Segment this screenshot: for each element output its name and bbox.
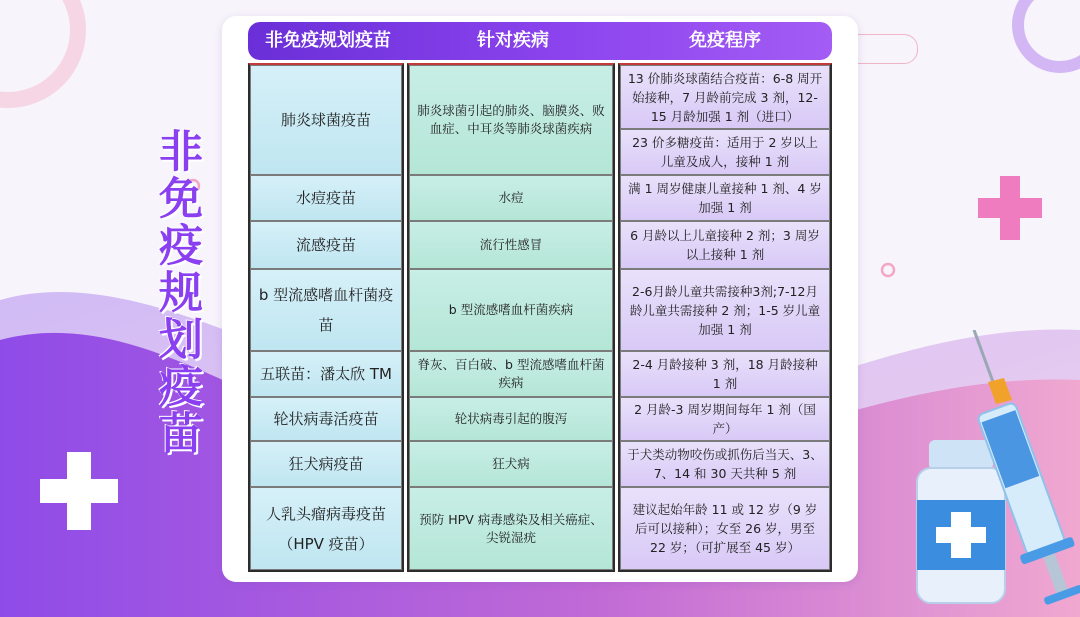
table-cell-schedule: 建议起始年龄 11 或 12 岁（9 岁后可以接种）；女至 26 岁，男至 22 岁；（可扩展至 45 岁） bbox=[620, 487, 830, 570]
table-cell-vaccine: 五联苗：潘太欣 TM bbox=[250, 351, 402, 397]
table-header bbox=[248, 22, 832, 60]
table-cell-schedule: 2 月龄-3 周岁期间每年 1 剂（国产） bbox=[620, 397, 830, 441]
table-cell-disease: 脊灰、百白破、b 型流感嗜血杆菌疾病 bbox=[409, 351, 613, 397]
plus-icon bbox=[978, 176, 1042, 240]
table-cell-vaccine: 人乳头瘤病毒疫苗（HPV 疫苗） bbox=[250, 487, 402, 570]
table-cell-schedule: 6 月龄以上儿童接种 2 剂；3 周岁以上接种 1 剂 bbox=[620, 221, 830, 269]
syringe-icon bbox=[968, 330, 1080, 610]
table-cell-disease: 流行性感冒 bbox=[409, 221, 613, 269]
header-schedule: 免疫程序 bbox=[689, 30, 761, 51]
table-cell-disease: 肺炎球菌引起的肺炎、脑膜炎、败血症、中耳炎等肺炎球菌疾病 bbox=[409, 65, 613, 175]
table-cell-vaccine: 轮状病毒活疫苗 bbox=[250, 397, 402, 441]
table-cell-vaccine: 水痘疫苗 bbox=[250, 175, 402, 221]
table-cell-vaccine: 肺炎球菌疫苗 bbox=[250, 65, 402, 175]
table-cell-schedule: 23 价多糖疫苗：适用于 2 岁以上儿童及成人，接种 1 剂 bbox=[620, 129, 830, 175]
table-cell-vaccine: 狂犬病疫苗 bbox=[250, 441, 402, 487]
table-cell-vaccine: 流感疫苗 bbox=[250, 221, 402, 269]
table-cell-schedule: 于犬类动物咬伤或抓伤后当天、3、7、14 和 30 天共种 5 剂 bbox=[620, 441, 830, 487]
table-cell-disease: 狂犬病 bbox=[409, 441, 613, 487]
table-cell-schedule: 2-6月龄儿童共需接种3剂;7-12月龄儿童共需接种 2 剂；1-5 岁儿童加强 1 剂 bbox=[620, 269, 830, 351]
table-cell-disease: 轮状病毒引起的腹泻 bbox=[409, 397, 613, 441]
table-cell-schedule: 满 1 周岁健康儿童接种 1 剂、4 岁加强 1 剂 bbox=[620, 175, 830, 221]
table-cell-disease: 水痘 bbox=[409, 175, 613, 221]
table-cell-disease: b 型流感嗜血杆菌疾病 bbox=[409, 269, 613, 351]
header-disease: 针对疾病 bbox=[477, 30, 549, 51]
page-title: 非免疫规划疫苗 bbox=[151, 128, 202, 457]
table-cell-schedule: 13 价肺炎球菌结合疫苗：6-8 周开始接种，7 月龄前完成 3 剂，12-15 月龄加强 1 剂（进口） bbox=[620, 65, 830, 129]
plus-icon bbox=[40, 452, 118, 530]
header-vaccine: 非免疫规划疫苗 bbox=[265, 30, 391, 51]
table-cell-schedule: 2-4 月龄接种 3 剂，18 月龄接种 1 剂 bbox=[620, 351, 830, 397]
table-cell-vaccine: b 型流感嗜血杆菌疫苗 bbox=[250, 269, 402, 351]
table-cell-disease: 预防 HPV 病毒感染及相关癌症、尖锐湿疣 bbox=[409, 487, 613, 570]
